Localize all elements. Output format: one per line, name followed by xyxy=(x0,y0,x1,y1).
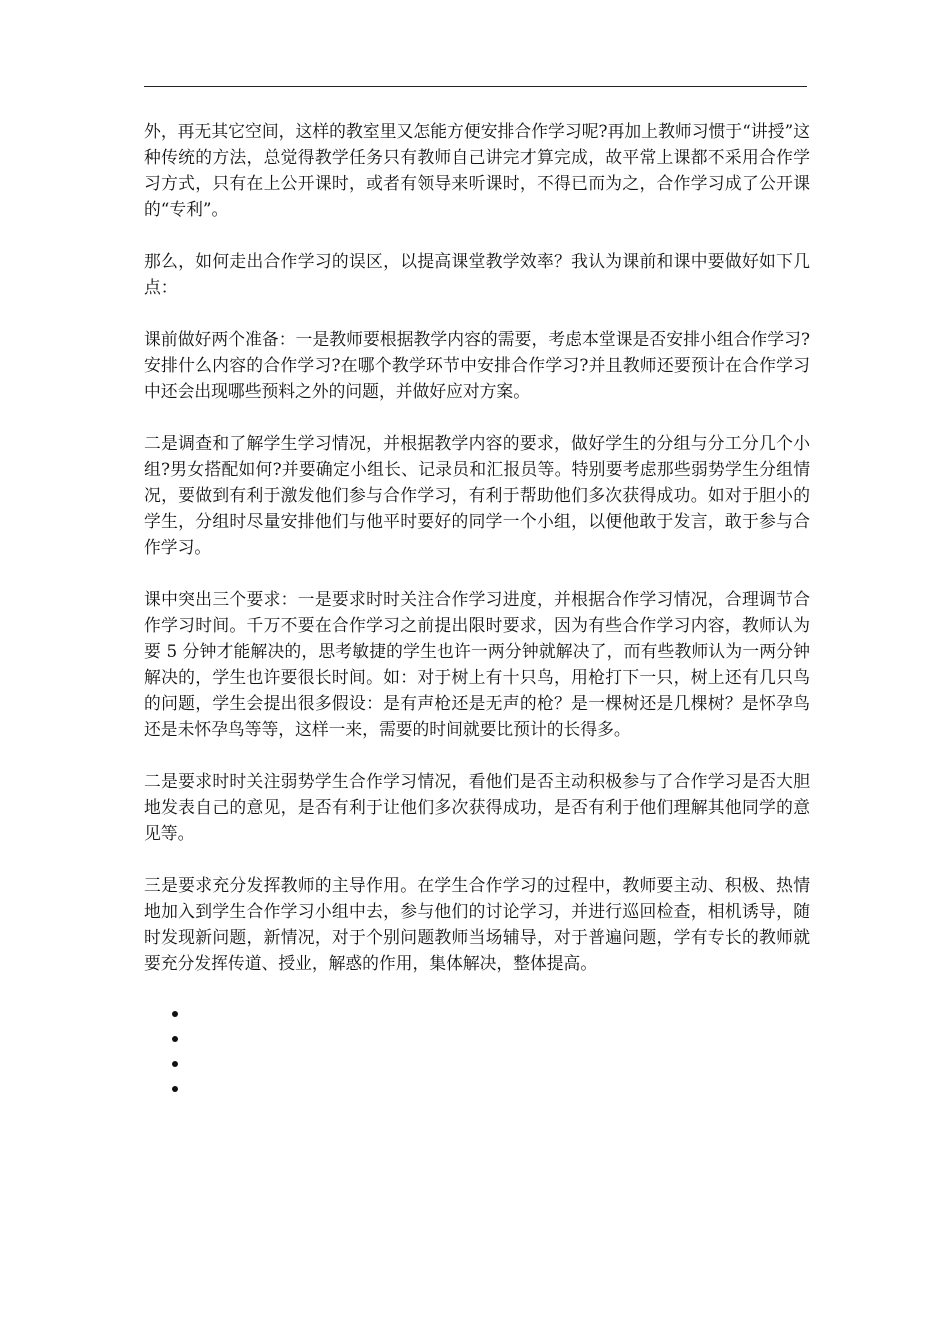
paragraph: 外，再无其它空间，这样的教室里又怎能方便安排合作学习呢?再加上教师习惯于“讲授”这种传统的方法，总觉得教学任务只有教师自己讲完才算完成，故平常上课都不采用合作学习方式，只有在上公开课时，或者有领导来听课时，不得已而为之，合作学习成了公开课的“专利”。 xyxy=(144,121,810,219)
header-rule xyxy=(144,86,807,87)
bullet-dot-icon xyxy=(172,1061,178,1067)
paragraph: 课中突出三个要求：一是要求时时关注合作学习进度，并根据合作学习情况，合理调节合作学习时间。千万不要在合作学习之前提出限时要求，因为有些合作学习内容，教师认为要 5 分钟才能解决的，思考敏捷的学生也许一两分钟就解决了，而有些教师认为一两分钟解决的，学生也许要很长时间。如：对于树上有十只鸟，用枪打下一只，树上还有几只鸟的问题，学生会提出很多假设：是有声枪还是无声的枪？是一棵树还是几棵树？是怀孕鸟还是未怀孕鸟等等，这样一来，需要的时间就要比预计的长得多。 xyxy=(144,589,810,739)
paragraph: 二是调查和了解学生学习情况，并根据教学内容的要求，做好学生的分组与分工分几个小组?男女搭配如何?并要确定小组长、记录员和汇报员等。特别要考虑那些弱势学生分组情况，要做到有利于激发他们参与合作学习，有利于帮助他们多次获得成功。如对于胆小的学生，分组时尽量安排他们与他平时要好的同学一个小组，以便他敢于发言，敢于参与合作学习。 xyxy=(144,433,810,557)
list-item xyxy=(144,1077,810,1102)
paragraph: 课前做好两个准备：一是教师要根据教学内容的需要，考虑本堂课是否安排小组合作学习?安排什么内容的合作学习?在哪个教学环节中安排合作学习?并且教师还要预计在合作学习中还会出现哪些预料之外的问题，并做好应对方案。 xyxy=(144,329,810,401)
paragraph: 那么，如何走出合作学习的误区，以提高课堂教学效率？我认为课前和课中要做好如下几点： xyxy=(144,251,810,297)
bullet-dot-icon xyxy=(172,1036,178,1042)
bullet-list xyxy=(144,1002,810,1102)
list-item xyxy=(144,1052,810,1077)
document-body xyxy=(144,118,810,1102)
bullet-dot-icon xyxy=(172,1086,178,1092)
bullet-dot-icon xyxy=(172,1011,178,1017)
paragraph: 二是要求时时关注弱势学生合作学习情况，看他们是否主动积极参与了合作学习是否大胆地发表自己的意见，是否有利于让他们多次获得成功，是否有利于他们理解其他同学的意见等。 xyxy=(144,771,810,843)
paragraph: 三是要求充分发挥教师的主导作用。在学生合作学习的过程中，教师要主动、积极、热情地加入到学生合作学习小组中去，参与他们的讨论学习，并进行巡回检查，相机诱导，随时发现新问题，新情况，对于个别问题教师当场辅导，对于普遍问题，学有专长的教师就要充分发挥传道、授业，解惑的作用，集体解决，整体提高。 xyxy=(144,875,810,973)
list-item xyxy=(144,1027,810,1052)
list-item xyxy=(144,1002,810,1027)
